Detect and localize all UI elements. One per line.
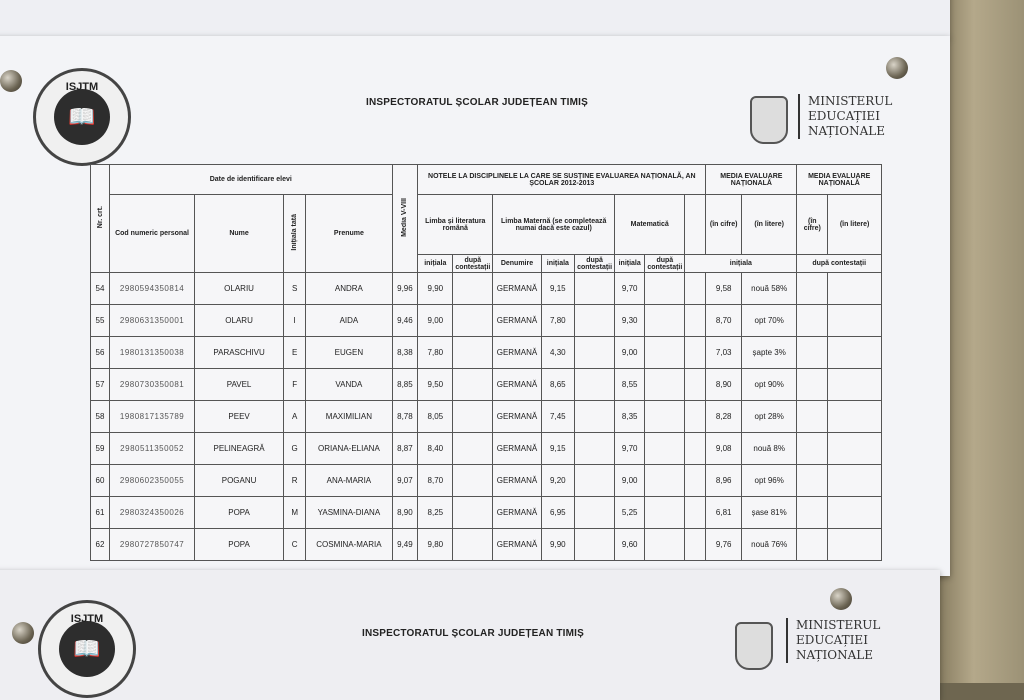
- cell-nume: OLARU: [195, 305, 284, 337]
- cell-cnp: 2980631350001: [110, 305, 195, 337]
- cell-litere: nouă 8%: [742, 433, 797, 465]
- cell-empty: [828, 305, 882, 337]
- cell-media: 9,46: [392, 305, 418, 337]
- cell-mat: 9,90: [541, 529, 574, 561]
- previous-sheet: [0, 0, 950, 38]
- sub-dupa: după contestații: [453, 255, 493, 273]
- cell-nr: 56: [91, 337, 110, 369]
- col-nume: Nume: [195, 195, 284, 273]
- cell-litere: opt 96%: [742, 465, 797, 497]
- cell-ini: M: [284, 497, 306, 529]
- cell-empty: [797, 465, 828, 497]
- col-initiala: Inițiala tată: [284, 195, 306, 273]
- cell-empty: [797, 273, 828, 305]
- col-mate: Matematică: [615, 195, 685, 255]
- seal-label: ISJTM: [65, 81, 99, 93]
- cell-empty: [575, 337, 615, 369]
- table-row: [91, 433, 882, 465]
- seal-label: ISJTM: [70, 613, 104, 625]
- cell-prenume: COSMINA-MARIA: [306, 529, 392, 561]
- cell-ini: E: [284, 337, 306, 369]
- cell-empty: [685, 305, 706, 337]
- cell-mate: 9,70: [615, 273, 645, 305]
- cell-cnp: 2980324350026: [110, 497, 195, 529]
- cell-empty: [453, 369, 493, 401]
- cell-mat: 9,15: [541, 273, 574, 305]
- cell-nume: PEEV: [195, 401, 284, 433]
- cell-mate: 8,55: [615, 369, 645, 401]
- cell-empty: [645, 337, 685, 369]
- cell-empty: [575, 305, 615, 337]
- isjtm-seal-footer: [38, 600, 136, 698]
- cell-empty: [453, 305, 493, 337]
- cell-empty: [828, 369, 882, 401]
- cell-mat: 9,20: [541, 465, 574, 497]
- cell-empty: [453, 273, 493, 305]
- pin: [12, 622, 34, 644]
- cell-empty: [453, 401, 493, 433]
- cell-limba: GERMANĂ: [493, 401, 541, 433]
- cell-mat: 4,30: [541, 337, 574, 369]
- col-medie-1: MEDIA EVALUARE NAȚIONALĂ: [706, 165, 797, 195]
- cell-litere: șase 81%: [742, 497, 797, 529]
- cell-empty: [828, 273, 882, 305]
- table-row: [91, 529, 882, 561]
- table-row: [91, 497, 882, 529]
- col-materna: Limba Maternă (se completează numai dacă este cazul): [493, 195, 615, 255]
- col-romana: Limba și literatura română: [418, 195, 493, 255]
- cell-medie: 8,28: [706, 401, 742, 433]
- cell-medie: 9,76: [706, 529, 742, 561]
- cell-limba: GERMANĂ: [493, 465, 541, 497]
- col-nr: Nr. crt.: [91, 165, 110, 273]
- cell-media: 8,87: [392, 433, 418, 465]
- cell-empty: [828, 529, 882, 561]
- cell-ini: A: [284, 401, 306, 433]
- table-row: [91, 273, 882, 305]
- cell-nume: POPA: [195, 497, 284, 529]
- cell-mate: 9,00: [615, 465, 645, 497]
- cell-cnp: 2980511350052: [110, 433, 195, 465]
- cell-limba: GERMANĂ: [493, 305, 541, 337]
- cell-prenume: ANA-MARIA: [306, 465, 392, 497]
- footer-institution-title: INSPECTORATUL ȘCOLAR JUDEȚEAN TIMIȘ: [362, 628, 585, 639]
- ministry-line: NAȚIONALE: [808, 124, 885, 138]
- cell-prenume: MAXIMILIAN: [306, 401, 392, 433]
- cell-empty: [797, 305, 828, 337]
- cell-cnp: 2980594350814: [110, 273, 195, 305]
- cell-mat: 6,95: [541, 497, 574, 529]
- cell-cnp: 2980727850747: [110, 529, 195, 561]
- cell-rom: 9,00: [418, 305, 453, 337]
- cell-empty: [575, 529, 615, 561]
- cell-empty: [645, 273, 685, 305]
- cell-empty: [645, 401, 685, 433]
- cell-empty: [453, 465, 493, 497]
- cell-nr: 58: [91, 401, 110, 433]
- cell-medie: 8,96: [706, 465, 742, 497]
- sub-initiala: inițiala: [418, 255, 453, 273]
- cell-nume: PARASCHIVU: [195, 337, 284, 369]
- ministry-line: EDUCAȚIEI: [796, 633, 868, 647]
- cell-cnp: 2980602350055: [110, 465, 195, 497]
- sub-denumire: Denumire: [493, 255, 541, 273]
- ministry-line: MINISTERUL: [808, 94, 893, 108]
- col-medie-2: MEDIA EVALUARE NAȚIONALĂ: [797, 165, 882, 195]
- cell-nr: 62: [91, 529, 110, 561]
- cell-medie: 9,58: [706, 273, 742, 305]
- cell-limba: GERMANĂ: [493, 529, 541, 561]
- col-cifre-1: (în cifre): [706, 195, 742, 255]
- table-row: [91, 337, 882, 369]
- results-table: [90, 164, 882, 561]
- cell-limba: GERMANĂ: [493, 433, 541, 465]
- cell-nr: 54: [91, 273, 110, 305]
- table-row: [91, 401, 882, 433]
- book-icon: 📖: [54, 89, 110, 145]
- cell-empty: [828, 433, 882, 465]
- col-prenume: Prenume: [306, 195, 392, 273]
- isjtm-seal: [33, 68, 131, 166]
- cell-empty: [797, 497, 828, 529]
- cell-media: 8,90: [392, 497, 418, 529]
- cell-litere: nouă 76%: [742, 529, 797, 561]
- cell-media: 8,38: [392, 337, 418, 369]
- cell-empty: [685, 529, 706, 561]
- cell-rom: 9,80: [418, 529, 453, 561]
- cell-rom: 8,05: [418, 401, 453, 433]
- col-media: Media V-VIII: [392, 165, 418, 273]
- table-row: [91, 369, 882, 401]
- cell-empty: [797, 369, 828, 401]
- cell-media: 9,49: [392, 529, 418, 561]
- col-note: NOTELE LA DISCIPLINELE LA CARE SE SUSȚINE EVALUAREA NAȚIONALĂ, AN ȘCOLAR 2012-2013: [418, 165, 706, 195]
- cell-mat: 7,45: [541, 401, 574, 433]
- cell-cnp: 1980817135789: [110, 401, 195, 433]
- cell-empty: [645, 433, 685, 465]
- cell-litere: șapte 3%: [742, 337, 797, 369]
- cell-limba: GERMANĂ: [493, 369, 541, 401]
- cell-mate: 8,35: [615, 401, 645, 433]
- cell-mate: 9,00: [615, 337, 645, 369]
- cell-empty: [645, 465, 685, 497]
- cell-empty: [575, 369, 615, 401]
- cell-empty: [685, 369, 706, 401]
- cell-empty: [685, 465, 706, 497]
- cell-empty: [797, 433, 828, 465]
- cell-empty: [645, 497, 685, 529]
- cell-nume: POGANU: [195, 465, 284, 497]
- cell-empty: [828, 465, 882, 497]
- cell-empty: [685, 337, 706, 369]
- cell-medie: 6,81: [706, 497, 742, 529]
- cell-mate: 9,70: [615, 433, 645, 465]
- sub-initiala-m: inițiala: [541, 255, 574, 273]
- cell-media: 9,96: [392, 273, 418, 305]
- cell-empty: [797, 337, 828, 369]
- cell-prenume: ANDRA: [306, 273, 392, 305]
- romania-crest-icon: [750, 96, 788, 144]
- cell-empty: [453, 497, 493, 529]
- cell-cnp: 1980131350038: [110, 337, 195, 369]
- cell-rom: 8,40: [418, 433, 453, 465]
- cell-limba: GERMANĂ: [493, 497, 541, 529]
- romania-crest-icon: [735, 622, 773, 670]
- cell-nume: PAVEL: [195, 369, 284, 401]
- cell-nume: OLARIU: [195, 273, 284, 305]
- cell-empty: [453, 337, 493, 369]
- col-gap: [685, 195, 706, 255]
- cell-litere: opt 90%: [742, 369, 797, 401]
- ministry-line: NAȚIONALE: [796, 648, 873, 662]
- institution-title: INSPECTORATUL ȘCOLAR JUDEȚEAN TIMIȘ: [366, 97, 589, 108]
- col-litere-2: (în litere): [828, 195, 882, 255]
- cell-cnp: 2980730350081: [110, 369, 195, 401]
- pin: [830, 588, 852, 610]
- table-row: [91, 465, 882, 497]
- cell-ini: I: [284, 305, 306, 337]
- cell-empty: [797, 529, 828, 561]
- cell-mat: 8,65: [541, 369, 574, 401]
- cell-ini: R: [284, 465, 306, 497]
- cell-rom: 8,70: [418, 465, 453, 497]
- cell-empty: [685, 401, 706, 433]
- cell-nume: POPA: [195, 529, 284, 561]
- cell-mate: 9,30: [615, 305, 645, 337]
- cell-litere: opt 70%: [742, 305, 797, 337]
- cell-mate: 5,25: [615, 497, 645, 529]
- cell-nume: PELINEAGRĂ: [195, 433, 284, 465]
- cell-nr: 55: [91, 305, 110, 337]
- cell-empty: [645, 529, 685, 561]
- sub-dupa-m: după contestații: [575, 255, 615, 273]
- pin: [0, 70, 22, 92]
- cell-litere: opt 28%: [742, 401, 797, 433]
- ministry-line: MINISTERUL: [796, 618, 881, 632]
- cell-ini: F: [284, 369, 306, 401]
- cell-rom: 9,50: [418, 369, 453, 401]
- cell-empty: [828, 497, 882, 529]
- cell-empty: [453, 529, 493, 561]
- cell-empty: [575, 497, 615, 529]
- cell-prenume: ORIANA-ELIANA: [306, 433, 392, 465]
- ministry-logo: [798, 94, 892, 139]
- cell-media: 9,07: [392, 465, 418, 497]
- col-identificare: Date de identificare elevi: [110, 165, 393, 195]
- cell-empty: [645, 305, 685, 337]
- col-cnp: Cod numeric personal: [110, 195, 195, 273]
- cell-nr: 57: [91, 369, 110, 401]
- cell-media: 8,78: [392, 401, 418, 433]
- cell-nr: 61: [91, 497, 110, 529]
- cell-medie: 9,08: [706, 433, 742, 465]
- sub-initiala-mt: inițiala: [615, 255, 645, 273]
- cell-limba: GERMANĂ: [493, 273, 541, 305]
- table-row: [91, 305, 882, 337]
- sub-dupa-med: după contestații: [797, 255, 882, 273]
- cell-medie: 8,70: [706, 305, 742, 337]
- cell-nr: 59: [91, 433, 110, 465]
- wall-background: [940, 0, 1024, 683]
- cell-prenume: VANDA: [306, 369, 392, 401]
- cell-prenume: YASMINA-DIANA: [306, 497, 392, 529]
- cell-medie: 7,03: [706, 337, 742, 369]
- cell-rom: 9,90: [418, 273, 453, 305]
- pin: [886, 57, 908, 79]
- cell-rom: 7,80: [418, 337, 453, 369]
- cell-ini: C: [284, 529, 306, 561]
- cell-ini: S: [284, 273, 306, 305]
- cell-empty: [828, 401, 882, 433]
- cell-mat: 9,15: [541, 433, 574, 465]
- col-litere-1: (în litere): [742, 195, 797, 255]
- cell-prenume: EUGEN: [306, 337, 392, 369]
- cell-empty: [685, 497, 706, 529]
- cell-empty: [453, 433, 493, 465]
- cell-litere: nouă 58%: [742, 273, 797, 305]
- sub-initiala-med: inițiala: [685, 255, 797, 273]
- book-icon: 📖: [59, 621, 115, 677]
- cell-empty: [828, 337, 882, 369]
- cell-empty: [797, 401, 828, 433]
- cell-medie: 8,90: [706, 369, 742, 401]
- cell-nr: 60: [91, 465, 110, 497]
- cell-mate: 9,60: [615, 529, 645, 561]
- sub-dupa-mt: după contestații: [645, 255, 685, 273]
- cell-prenume: AIDA: [306, 305, 392, 337]
- cell-ini: G: [284, 433, 306, 465]
- cell-empty: [575, 465, 615, 497]
- col-cifre-2: (în cifre): [797, 195, 828, 255]
- cell-empty: [685, 273, 706, 305]
- cell-empty: [575, 401, 615, 433]
- cell-media: 8,85: [392, 369, 418, 401]
- cell-limba: GERMANĂ: [493, 337, 541, 369]
- cell-rom: 8,25: [418, 497, 453, 529]
- cell-empty: [575, 433, 615, 465]
- ministry-line: EDUCAȚIEI: [808, 109, 880, 123]
- footer-ministry-logo: [786, 618, 880, 663]
- cell-empty: [575, 273, 615, 305]
- cell-empty: [685, 433, 706, 465]
- cell-mat: 7,80: [541, 305, 574, 337]
- cell-empty: [645, 369, 685, 401]
